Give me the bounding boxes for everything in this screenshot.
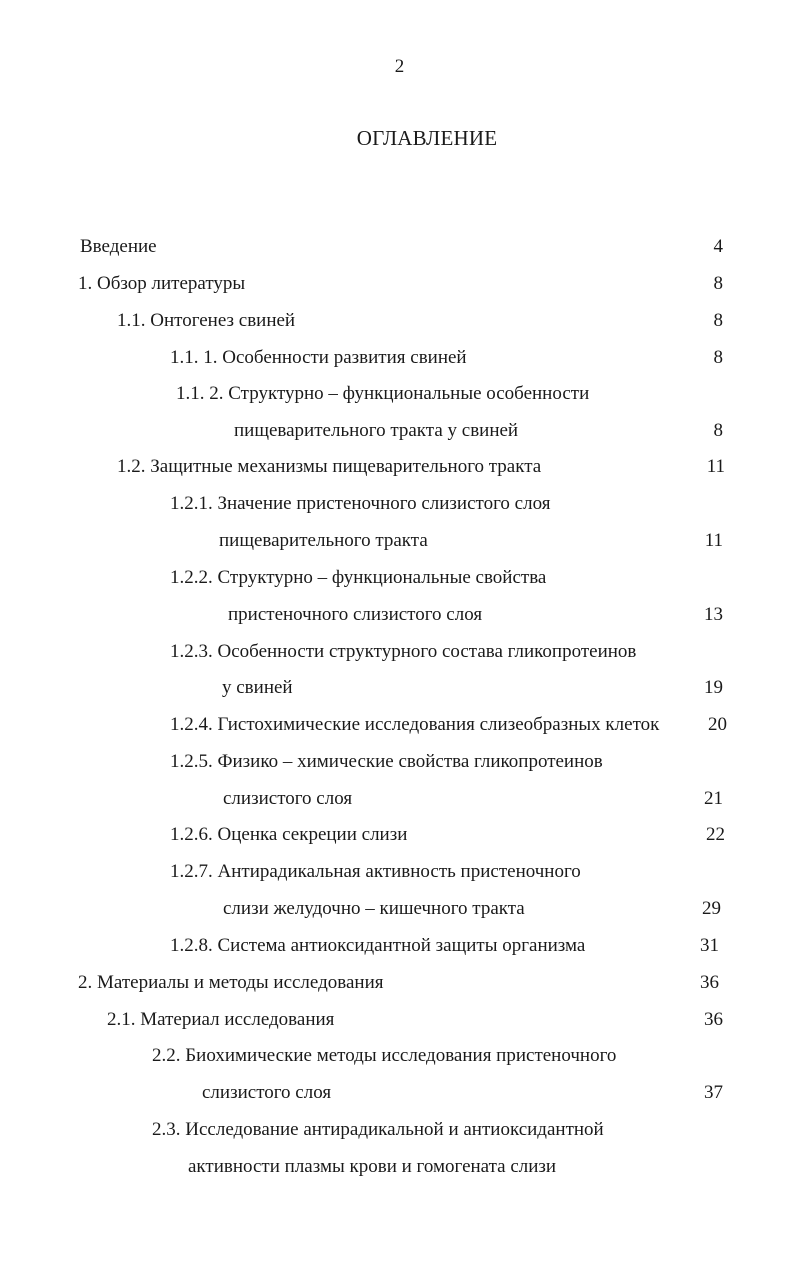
toc-entry-text: 2. Материалы и методы исследования — [78, 972, 384, 993]
toc-entry-page: 19 — [704, 677, 723, 698]
toc-entry-page: 4 — [713, 236, 723, 257]
toc-entry-text: 1.1. 2. Структурно – функциональные особенности — [176, 383, 590, 404]
toc-entry-text: 1.2.3. Особенности структурного состава гликопротеинов — [170, 641, 637, 662]
toc-entry-text: пристеночного слизистого слоя — [228, 604, 483, 625]
toc-entry-page: 36 — [700, 972, 719, 993]
toc-entry-page: 11 — [706, 456, 725, 477]
toc-entry-text: 1.2.4. Гистохимические исследования слизеобразных клеток — [170, 714, 660, 735]
toc-entry-text: 1.2.1. Значение пристеночного слизистого слоя — [170, 493, 551, 514]
toc-entry-text: слизистого слоя — [223, 788, 353, 809]
toc-entry-text: 1.2.2. Структурно – функциональные свойства — [170, 567, 547, 588]
toc-entry-page: 21 — [704, 788, 723, 809]
toc-entry-text: пищеварительного тракта — [219, 530, 428, 551]
toc-entry-text: 1.2.6. Оценка секреции слизи — [170, 824, 408, 845]
toc-entry-text: слизи желудочно – кишечного тракта — [223, 898, 525, 919]
toc-entry-text: 2.3. Исследование антирадикальной и антиоксидантной — [152, 1119, 604, 1140]
toc-entry-text: 1.2. Защитные механизмы пищеварительного тракта — [117, 456, 542, 477]
toc-entry-text: пищеварительного тракта у свиней — [234, 420, 519, 441]
toc-entry-text: 1.2.7. Антирадикальная активность пристеночного — [170, 861, 581, 882]
toc-entry-page: 8 — [713, 420, 723, 441]
toc-entry-page: 13 — [704, 604, 723, 625]
toc-entry-page: 8 — [713, 347, 723, 368]
toc-entry-text: слизистого слоя — [202, 1082, 332, 1103]
toc-entry-text: 2.2. Биохимические методы исследования пристеночного — [152, 1045, 617, 1066]
toc-entry-page: 29 — [702, 898, 721, 919]
toc-entry-text: активности плазмы крови и гомогената слизи — [188, 1156, 557, 1177]
toc-entry-page: 22 — [706, 824, 725, 845]
toc-entry-text: Введение — [80, 236, 157, 257]
toc-entry-page: 8 — [713, 273, 723, 294]
page-title: ОГЛАВЛЕНИЕ — [356, 126, 498, 150]
toc-entry-text: 1. Обзор литературы — [78, 273, 246, 294]
page-number: 2 — [394, 56, 405, 77]
toc-entry-page: 11 — [704, 530, 723, 551]
toc-entry-page: 31 — [700, 935, 719, 956]
toc-entry-text: у свиней — [222, 677, 293, 698]
toc-entry-page: 8 — [713, 310, 723, 331]
toc-entry-page: 20 — [708, 714, 727, 735]
toc-entry-text: 1.2.5. Физико – химические свойства гликопротеинов — [170, 751, 603, 772]
toc-entry-text: 2.1. Материал исследования — [107, 1009, 335, 1030]
toc-entry-text: 1.2.8. Система антиоксидантной защиты организма — [170, 935, 586, 956]
toc-entry-text: 1.1. 1. Особенности развития свиней — [170, 347, 467, 368]
toc-entry-page: 36 — [704, 1009, 723, 1030]
toc-entry-text: 1.1. Онтогенез свиней — [117, 310, 296, 331]
toc-entry-page: 37 — [704, 1082, 723, 1103]
